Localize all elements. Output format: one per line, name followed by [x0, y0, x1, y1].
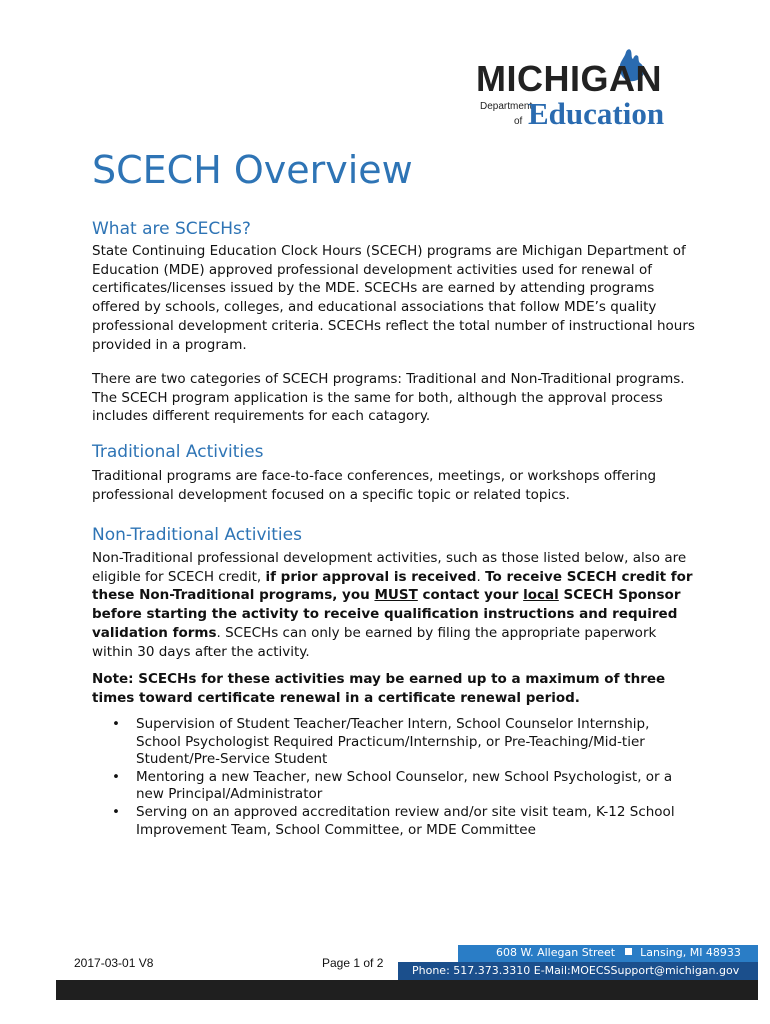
footer-date: 2017-03-01 V8 [74, 956, 154, 970]
heading-non-traditional-activities: Non-Traditional Activities [92, 525, 302, 545]
logo-education-text: Education [528, 96, 665, 131]
footer-bar [56, 980, 758, 1000]
note-paragraph: Note: SCECHs for these activities may be earned up to a maximum of three times toward certificate renewal in a certificate renewal period. [92, 671, 666, 706]
page-title: SCECH Overview [92, 148, 413, 192]
what-paragraph-1: State Continuing Education Clock Hours (SCECH) programs are Michigan Department of Education (MDE) approved professional development activities used for renewal of certificates/licenses issued by the MDE. SCECHs are earned by attending programs offered by schools, colleges, and educational associations that follow MDE’s quality professional development criteria. SCECHs reflect the total number of instructional hours provided in a program. [92, 243, 695, 353]
list-item: • Supervision of Student Teacher/Teacher Intern, School Counselor Internship, School Psychologist Required Practicum/Internship, or Pre-Teaching/Mid-tier Student/Pre-Service Student [112, 716, 650, 768]
mde-logo [470, 40, 700, 140]
logo-of-text: of [514, 116, 523, 127]
list-item: • Serving on an approved accreditation review and/or site visit team, K-12 School Improvement Team, School Committee, or MDE Committee [112, 803, 675, 838]
heading-traditional-activities: Traditional Activities [92, 442, 264, 462]
activity-bullet-list [92, 716, 692, 839]
footer-address: 608 W. Allegan Street Lansing, MI 48933 [496, 946, 741, 959]
bullet-icon: • [112, 803, 120, 820]
what-paragraph-2: There are two categories of SCECH programs: Traditional and Non-Traditional programs. The SCECH program application is the same for both, although the approval process includes different requirements for each catagory. [92, 371, 685, 425]
traditional-paragraph: Traditional programs are face-to-face conferences, meetings, or workshops offering professional development focused on a specific topic or related topics. [92, 468, 657, 503]
footer-page-number: Page 1 of 2 [322, 956, 384, 970]
logo-michigan-text: MICHIGAN [476, 58, 662, 99]
footer-contact: Phone: 517.373.3310 E-Mail:MOECSSupport@michigan.gov [412, 964, 740, 977]
square-separator-icon [625, 948, 632, 955]
logo-department-text: Department [480, 101, 533, 112]
non-traditional-paragraph: Non-Traditional professional development activities, such as those listed below, also are eligible for SCECH credit, if prior approval is received. To receive SCECH credit for these Non-Traditional programs, you MUST contact your local SCECH Sponsor before starting the activity to receive qualification instructions and required validation forms. SCECHs can only be earned by filing the appropriate paperwork within 30 days after the activity. [92, 550, 693, 660]
list-item: • Mentoring a new Teacher, new School Counselor, new School Psychologist, or a new Principal/Administrator [112, 768, 673, 803]
bullet-icon: • [112, 716, 120, 732]
bullet-icon: • [112, 768, 120, 785]
heading-what-are-scechs: What are SCECHs? [92, 219, 251, 239]
